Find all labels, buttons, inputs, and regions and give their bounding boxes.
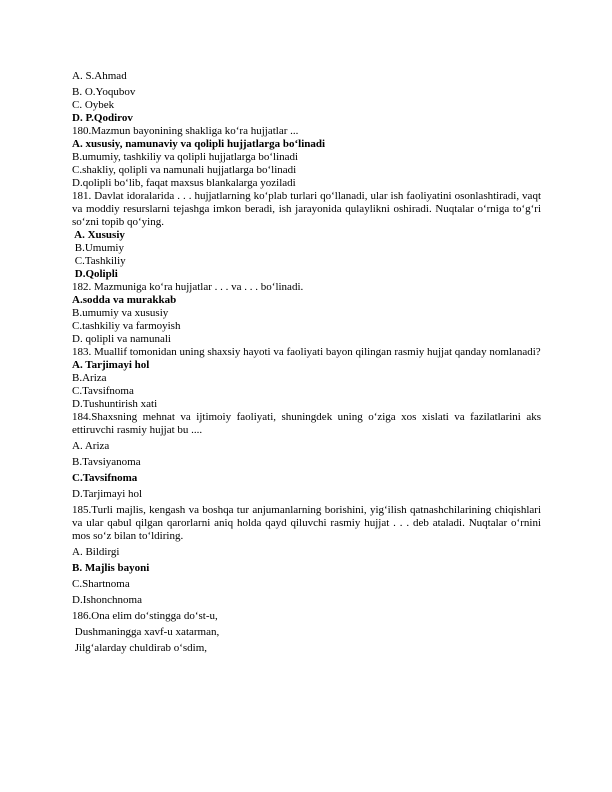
- answer-option: C. Oybek: [72, 99, 115, 111]
- answer-option: D.Ishonchnoma: [72, 594, 142, 606]
- answer-option: B.Umumiy: [72, 242, 124, 254]
- answer-option: C.shakliy, qolipli va namunali hujjatlarga bo‘linadi: [72, 164, 297, 176]
- correct-answer: A. xususiy, namunaviy va qolipli hujjatlarga bo‘linadi: [72, 138, 326, 150]
- answer-option: D.Tushuntirish xati: [72, 398, 158, 410]
- correct-answer: C.Tavsifnoma: [72, 472, 138, 484]
- document-page: [72, 70, 541, 655]
- answer-option: C.tashkiliy va farmoyish: [72, 320, 181, 332]
- answer-option: C.Shartnoma: [72, 578, 130, 590]
- correct-answer: D.Qolipli: [72, 268, 118, 280]
- answer-option: B.umumiy, tashkiliy va qolipli hujjatlarga bo‘linadi: [72, 151, 299, 163]
- correct-answer: A. Tarjimayi hol: [72, 359, 150, 371]
- answer-option: B.Ariza: [72, 372, 107, 384]
- answer-option: A. S.Ahmad: [72, 70, 127, 82]
- question-text: 182. Mazmuniga ko‘ra hujjatlar . . . va . . . bo‘linadi.: [72, 281, 304, 293]
- poem-line: Dushmaningga xavf-u xatarman,: [72, 626, 220, 638]
- question-text: 183. Muallif tomonidan uning shaxsiy hayoti va faoliyati bayon qilingan rasmiy hujjat qanday nomlanadi?: [72, 346, 541, 358]
- answer-option: A. Xususiy: [72, 229, 125, 241]
- answer-option: A. Bildirgi: [72, 546, 120, 558]
- correct-answer: D. P.Qodirov: [72, 112, 133, 124]
- answer-option: C.Tashkiliy: [72, 255, 126, 267]
- question-text: 186.Ona elim do‘stingga do‘st-u,: [72, 610, 218, 622]
- answer-option: B.umumiy va xususiy: [72, 307, 169, 319]
- question-text: 184.Shaxsning mehnat va ijtimoiy faoliyati, shuningdek uning o‘ziga xos xislati va fazilatlarini aks ettiruvchi rasmiy hujjat bu ....: [72, 411, 541, 436]
- question-text: 181. Davlat idoralarida . . . hujjatlarning ko‘plab turlari qo‘llanadi, ular ish faoliyatini osonlashtiradi, vaqt va moddiy resurslarni tejashga imkon beradi, ish jarayonida qulaylikni oshiradi. Nuqtalar o‘rniga to‘g‘ri so‘zni topib qo‘ying.: [72, 190, 541, 228]
- question-text: 185.Turli majlis, kengash va boshqa tur anjumanlarning borishini, yig‘ilish qatnashchilarining chiqishlari va ular qabul qilgan qarorlarni aniq holda qayd qiluvchi rasmiy hujjat . . . deb ataladi. Nuqtalar o‘rnini mos so‘z bilan to‘ldiring.: [72, 504, 541, 542]
- answer-option: B. O.Yoqubov: [72, 86, 136, 98]
- question-text: 180.Mazmun bayonining shakliga ko‘ra hujjatlar ...: [72, 125, 299, 137]
- correct-answer: B. Majlis bayoni: [72, 562, 150, 574]
- answer-option: C.Tavsifnoma: [72, 385, 134, 397]
- answer-option: A. Ariza: [72, 440, 110, 452]
- answer-option: B.Tavsiyanoma: [72, 456, 141, 468]
- answer-option: D.qolipli bo‘lib, faqat maxsus blankalarga yoziladi: [72, 177, 296, 189]
- poem-line: Jilg‘alarday chuldirab o‘sdim,: [72, 642, 208, 654]
- answer-option: D.Tarjimayi hol: [72, 488, 143, 500]
- correct-answer: A.sodda va murakkab: [72, 294, 177, 306]
- answer-option: D. qolipli va namunali: [72, 333, 171, 345]
